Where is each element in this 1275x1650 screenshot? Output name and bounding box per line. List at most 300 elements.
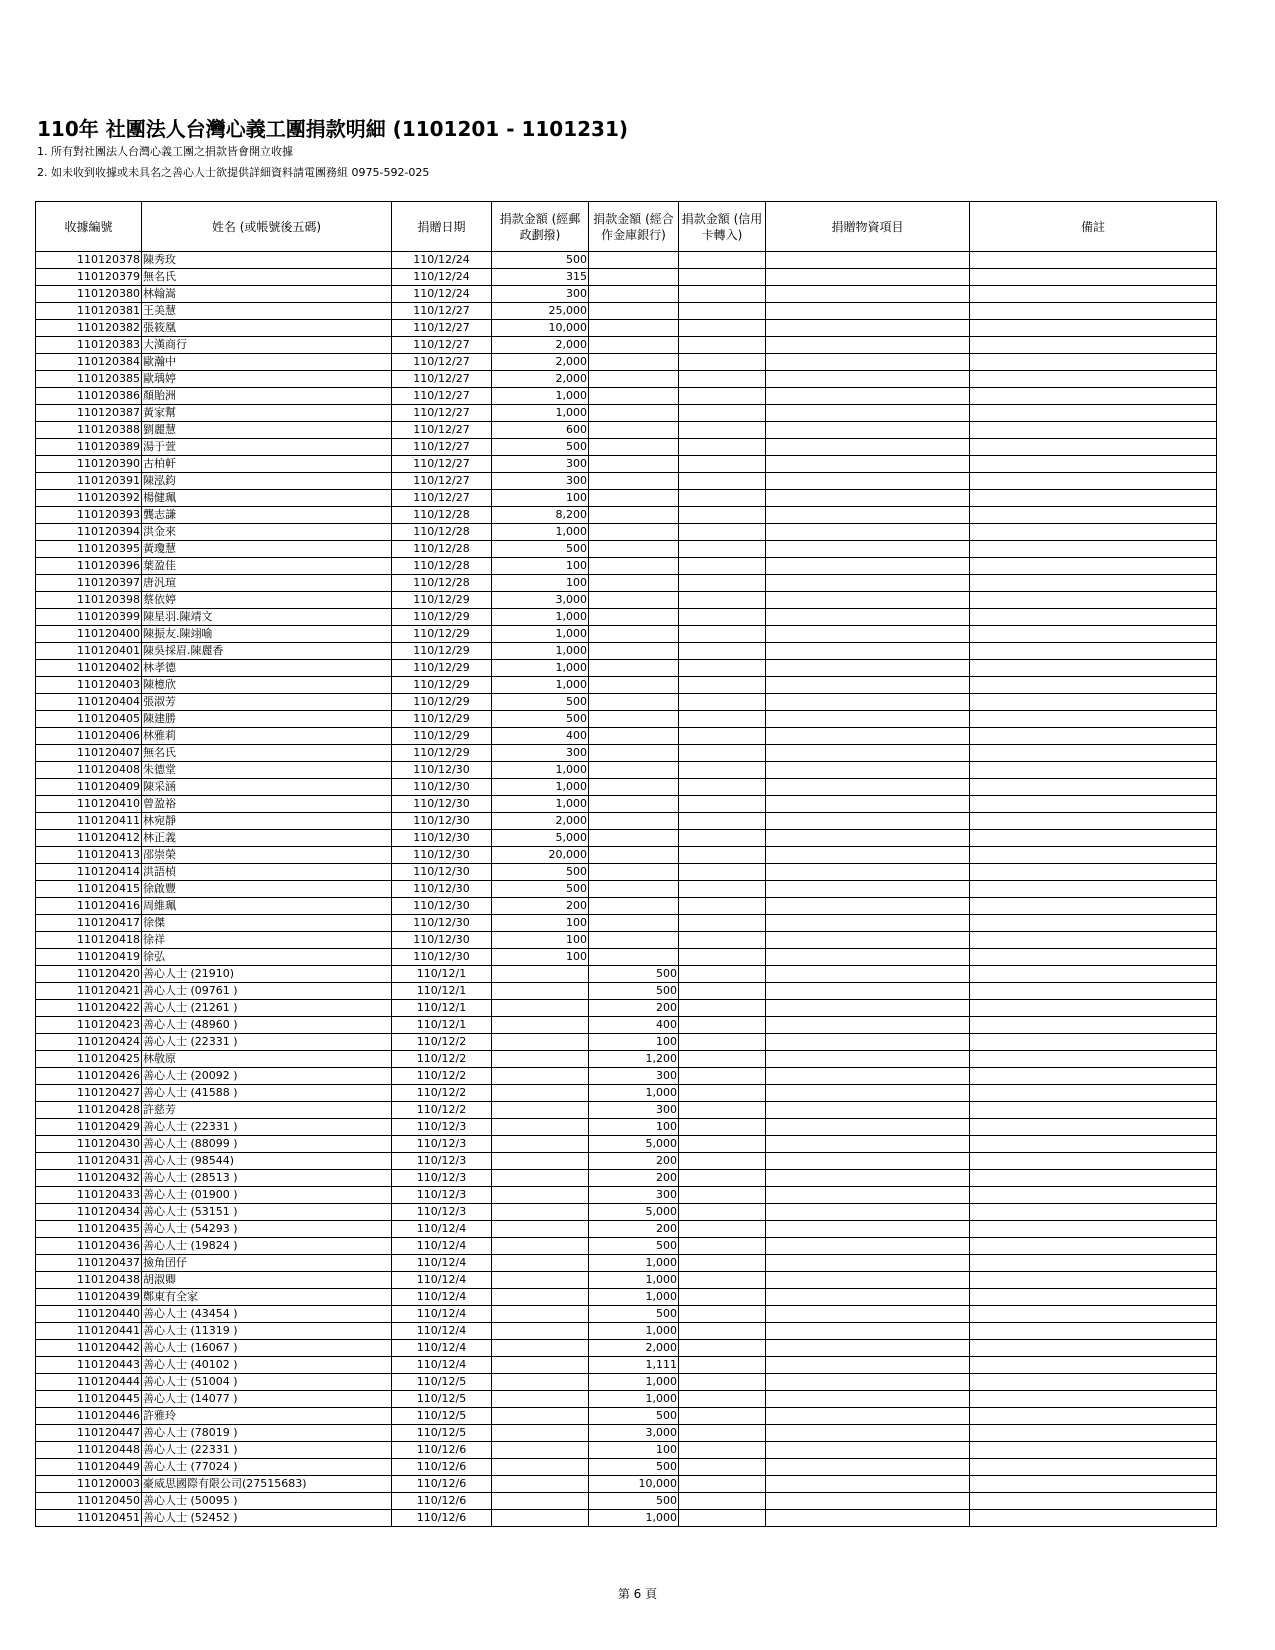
table-row [36,1510,1217,1527]
receipt-no-cell: 110120378 [36,252,142,269]
amount-postal-cell [492,966,589,983]
table-row [36,1374,1217,1391]
table-row [36,949,1217,966]
amount-card-cell [679,1425,766,1442]
amount-card-cell [679,1408,766,1425]
table-row [36,1425,1217,1442]
donor-name-cell: 善心人士 (52452 ) [142,1510,392,1527]
donation-date-cell: 110/12/5 [392,1425,492,1442]
remarks-cell [970,677,1217,694]
table-row [36,371,1217,388]
receipt-no-cell: 110120388 [36,422,142,439]
items-cell [766,337,970,354]
receipt-no-cell: 110120419 [36,949,142,966]
table-header-row [36,202,1217,252]
items-cell [766,575,970,592]
header-amount-card: 捐款金額 (信用卡轉入) [679,202,766,252]
receipt-no-cell: 110120433 [36,1187,142,1204]
donor-name-cell: 陳秀玫 [142,252,392,269]
donation-date-cell: 110/12/30 [392,762,492,779]
donor-name-cell: 徐弘 [142,949,392,966]
receipt-no-cell: 110120429 [36,1119,142,1136]
items-cell [766,1085,970,1102]
amount-card-cell [679,1238,766,1255]
amount-bank-cell [589,269,679,286]
items-cell [766,915,970,932]
table-row [36,1170,1217,1187]
donation-date-cell: 110/12/3 [392,1204,492,1221]
amount-card-cell [679,1136,766,1153]
table-row [36,337,1217,354]
table-row [36,1034,1217,1051]
amount-bank-cell [589,881,679,898]
amount-bank-cell [589,286,679,303]
table-row [36,575,1217,592]
items-cell [766,1357,970,1374]
donor-name-cell: 陳建勝 [142,711,392,728]
donation-date-cell: 110/12/27 [392,320,492,337]
table-row [36,813,1217,830]
items-cell [766,745,970,762]
donation-date-cell: 110/12/1 [392,1017,492,1034]
items-cell [766,779,970,796]
amount-bank-cell [589,626,679,643]
table-row [36,1357,1217,1374]
items-cell [766,1425,970,1442]
amount-card-cell [679,1442,766,1459]
amount-bank-cell: 5,000 [589,1136,679,1153]
table-row [36,320,1217,337]
donation-date-cell: 110/12/30 [392,779,492,796]
amount-bank-cell [589,915,679,932]
amount-bank-cell: 1,000 [589,1255,679,1272]
receipt-no-cell: 110120402 [36,660,142,677]
amount-bank-cell [589,796,679,813]
amount-card-cell [679,1119,766,1136]
amount-postal-cell: 1,000 [492,779,589,796]
table-row [36,694,1217,711]
amount-postal-cell [492,1238,589,1255]
table-row [36,558,1217,575]
remarks-cell [970,1442,1217,1459]
donor-name-cell: 唐汎瑄 [142,575,392,592]
remarks-cell [970,1051,1217,1068]
donor-name-cell: 顏貽洲 [142,388,392,405]
amount-card-cell [679,439,766,456]
remarks-cell [970,1493,1217,1510]
amount-bank-cell [589,422,679,439]
remarks-cell [970,405,1217,422]
receipt-no-cell: 110120384 [36,354,142,371]
amount-postal-cell [492,1017,589,1034]
amount-bank-cell: 10,000 [589,1476,679,1493]
items-cell [766,1000,970,1017]
donor-name-cell: 陳吳採眉.陳麗香 [142,643,392,660]
amount-bank-cell [589,660,679,677]
amount-bank-cell: 500 [589,1459,679,1476]
amount-bank-cell: 500 [589,966,679,983]
donor-name-cell: 善心人士 (09761 ) [142,983,392,1000]
donor-name-cell: 黃瓊慧 [142,541,392,558]
header-amount-postal: 捐款金額 (經郵政劃撥) [492,202,589,252]
receipt-no-cell: 110120386 [36,388,142,405]
donation-date-cell: 110/12/28 [392,558,492,575]
receipt-no-cell: 110120448 [36,1442,142,1459]
receipt-no-cell: 110120430 [36,1136,142,1153]
receipt-no-cell: 110120400 [36,626,142,643]
amount-postal-cell: 100 [492,558,589,575]
table-row [36,609,1217,626]
receipt-no-cell: 110120389 [36,439,142,456]
amount-bank-cell: 100 [589,1119,679,1136]
donation-date-cell: 110/12/5 [392,1391,492,1408]
amount-card-cell [679,1459,766,1476]
remarks-cell [970,1187,1217,1204]
remarks-cell [970,303,1217,320]
receipt-no-cell: 110120395 [36,541,142,558]
amount-card-cell [679,388,766,405]
receipt-no-cell: 110120383 [36,337,142,354]
amount-postal-cell [492,1391,589,1408]
donation-date-cell: 110/12/4 [392,1255,492,1272]
items-cell [766,847,970,864]
table-row [36,1153,1217,1170]
donor-name-cell: 陳采涵 [142,779,392,796]
remarks-cell [970,354,1217,371]
receipt-no-cell: 110120401 [36,643,142,660]
remarks-cell [970,643,1217,660]
amount-bank-cell [589,371,679,388]
receipt-no-cell: 110120426 [36,1068,142,1085]
amount-card-cell [679,303,766,320]
table-row [36,507,1217,524]
amount-bank-cell: 1,000 [589,1510,679,1527]
remarks-cell [970,388,1217,405]
page-title: 110年 社團法人台灣心義工團捐款明細 (1101201 - 1101231) [37,117,629,141]
amount-postal-cell: 1,000 [492,643,589,660]
items-cell [766,473,970,490]
amount-bank-cell: 1,000 [589,1391,679,1408]
items-cell [766,677,970,694]
amount-postal-cell [492,1000,589,1017]
amount-postal-cell: 5,000 [492,830,589,847]
amount-card-cell [679,541,766,558]
donor-name-cell: 善心人士 (01900 ) [142,1187,392,1204]
amount-bank-cell: 300 [589,1187,679,1204]
amount-card-cell [679,847,766,864]
amount-postal-cell: 300 [492,286,589,303]
amount-card-cell [679,558,766,575]
table-row [36,1238,1217,1255]
amount-postal-cell: 100 [492,932,589,949]
amount-bank-cell [589,388,679,405]
donor-name-cell: 龔志謙 [142,507,392,524]
donation-date-cell: 110/12/4 [392,1272,492,1289]
remarks-cell [970,660,1217,677]
items-cell [766,1323,970,1340]
amount-bank-cell [589,575,679,592]
donation-date-cell: 110/12/27 [392,473,492,490]
remarks-cell [970,1255,1217,1272]
items-cell [766,864,970,881]
amount-card-cell [679,779,766,796]
donation-date-cell: 110/12/27 [392,337,492,354]
amount-card-cell [679,694,766,711]
donation-date-cell: 110/12/3 [392,1136,492,1153]
amount-postal-cell [492,983,589,1000]
donor-name-cell: 善心人士 (43454 ) [142,1306,392,1323]
table-row [36,1068,1217,1085]
amount-card-cell [679,371,766,388]
remarks-cell [970,1102,1217,1119]
table-row [36,1136,1217,1153]
amount-postal-cell: 315 [492,269,589,286]
items-cell [766,405,970,422]
remarks-cell [970,830,1217,847]
amount-card-cell [679,252,766,269]
table-row [36,864,1217,881]
amount-postal-cell: 500 [492,864,589,881]
donation-date-cell: 110/12/27 [392,490,492,507]
amount-postal-cell [492,1051,589,1068]
receipt-no-cell: 110120425 [36,1051,142,1068]
remarks-cell [970,1272,1217,1289]
items-cell [766,422,970,439]
donor-name-cell: 善心人士 (22331 ) [142,1034,392,1051]
donor-name-cell: 林敬原 [142,1051,392,1068]
items-cell [766,371,970,388]
items-cell [766,694,970,711]
items-cell [766,1340,970,1357]
receipt-no-cell: 110120434 [36,1204,142,1221]
donor-name-cell: 善心人士 (51004 ) [142,1374,392,1391]
remarks-cell [970,1085,1217,1102]
amount-postal-cell: 500 [492,711,589,728]
donation-date-cell: 110/12/29 [392,592,492,609]
receipt-no-cell: 110120393 [36,507,142,524]
amount-postal-cell [492,1425,589,1442]
table-row [36,1391,1217,1408]
remarks-cell [970,320,1217,337]
items-cell [766,1391,970,1408]
donor-name-cell: 善心人士 (21261 ) [142,1000,392,1017]
donation-date-cell: 110/12/30 [392,932,492,949]
donor-name-cell: 林雅莉 [142,728,392,745]
receipt-no-cell: 110120421 [36,983,142,1000]
remarks-cell [970,711,1217,728]
table-row [36,1187,1217,1204]
donation-date-cell: 110/12/30 [392,830,492,847]
receipt-no-cell: 110120411 [36,813,142,830]
amount-postal-cell [492,1034,589,1051]
table-row [36,303,1217,320]
amount-card-cell [679,1323,766,1340]
donation-date-cell: 110/12/2 [392,1102,492,1119]
amount-card-cell [679,1306,766,1323]
receipt-no-cell: 110120398 [36,592,142,609]
amount-card-cell [679,269,766,286]
donor-name-cell: 善心人士 (48960 ) [142,1017,392,1034]
amount-card-cell [679,473,766,490]
donor-name-cell: 葉盈佳 [142,558,392,575]
amount-postal-cell: 3,000 [492,592,589,609]
amount-bank-cell [589,694,679,711]
amount-bank-cell [589,745,679,762]
items-cell [766,354,970,371]
remarks-cell [970,694,1217,711]
donor-name-cell: 善心人士 (22331 ) [142,1119,392,1136]
amount-card-cell [679,1017,766,1034]
receipt-no-cell: 110120407 [36,745,142,762]
receipt-no-cell: 110120435 [36,1221,142,1238]
donor-name-cell: 善心人士 (53151 ) [142,1204,392,1221]
amount-bank-cell [589,592,679,609]
donation-date-cell: 110/12/29 [392,694,492,711]
table-row [36,422,1217,439]
donation-date-cell: 110/12/29 [392,660,492,677]
items-cell [766,1408,970,1425]
receipt-no-cell: 110120451 [36,1510,142,1527]
amount-card-cell [679,524,766,541]
donor-name-cell: 善心人士 (19824 ) [142,1238,392,1255]
table-row [36,932,1217,949]
remarks-cell [970,1425,1217,1442]
items-cell [766,1119,970,1136]
donation-date-cell: 110/12/4 [392,1357,492,1374]
table-row [36,711,1217,728]
donor-name-cell: 善心人士 (11319 ) [142,1323,392,1340]
table-row [36,1442,1217,1459]
donor-name-cell: 無名氏 [142,269,392,286]
remarks-cell [970,1306,1217,1323]
amount-postal-cell: 600 [492,422,589,439]
donation-date-cell: 110/12/6 [392,1459,492,1476]
amount-card-cell [679,422,766,439]
donation-date-cell: 110/12/2 [392,1051,492,1068]
donor-name-cell: 善心人士 (54293 ) [142,1221,392,1238]
receipt-no-cell: 110120415 [36,881,142,898]
remarks-cell [970,1000,1217,1017]
donor-name-cell: 徐啟豐 [142,881,392,898]
donor-name-cell: 善心人士 (77024 ) [142,1459,392,1476]
amount-card-cell [679,1391,766,1408]
donation-date-cell: 110/12/3 [392,1170,492,1187]
amount-card-cell [679,745,766,762]
remarks-cell [970,1510,1217,1527]
donor-name-cell: 林正義 [142,830,392,847]
amount-postal-cell [492,1119,589,1136]
donation-date-cell: 110/12/27 [392,439,492,456]
amount-bank-cell [589,320,679,337]
remarks-cell [970,779,1217,796]
receipt-no-cell: 110120416 [36,898,142,915]
donor-name-cell: 黃家幫 [142,405,392,422]
remarks-cell [970,1391,1217,1408]
remarks-cell [970,847,1217,864]
table-row [36,286,1217,303]
donation-date-cell: 110/12/29 [392,745,492,762]
amount-card-cell [679,405,766,422]
donation-date-cell: 110/12/5 [392,1408,492,1425]
remarks-cell [970,1340,1217,1357]
remarks-cell [970,949,1217,966]
amount-bank-cell: 300 [589,1102,679,1119]
remarks-cell [970,1238,1217,1255]
table-row [36,354,1217,371]
table-row [36,1459,1217,1476]
receipt-no-cell: 110120450 [36,1493,142,1510]
amount-card-cell [679,1272,766,1289]
remarks-cell [970,337,1217,354]
table-row [36,252,1217,269]
donation-date-cell: 110/12/29 [392,728,492,745]
receipt-no-cell: 110120418 [36,932,142,949]
items-cell [766,320,970,337]
items-cell [766,541,970,558]
items-cell [766,1255,970,1272]
amount-bank-cell [589,354,679,371]
donor-name-cell: 歐瑀婷 [142,371,392,388]
header-amount-bank: 捐款金額 (經合作金庫銀行) [589,202,679,252]
amount-postal-cell: 500 [492,252,589,269]
amount-card-cell [679,1493,766,1510]
donation-date-cell: 110/12/28 [392,524,492,541]
amount-postal-cell: 2,000 [492,337,589,354]
table-row [36,626,1217,643]
table-row [36,1000,1217,1017]
donation-date-cell: 110/12/4 [392,1289,492,1306]
table-row [36,796,1217,813]
table-row [36,405,1217,422]
amount-bank-cell: 500 [589,983,679,1000]
receipt-no-cell: 110120446 [36,1408,142,1425]
amount-card-cell [679,1357,766,1374]
amount-bank-cell [589,711,679,728]
remarks-cell [970,490,1217,507]
remarks-cell [970,541,1217,558]
amount-bank-cell [589,252,679,269]
items-cell [766,1187,970,1204]
table-row [36,1255,1217,1272]
amount-bank-cell [589,473,679,490]
items-cell [766,660,970,677]
donor-name-cell: 蔡依婷 [142,592,392,609]
table-row [36,1051,1217,1068]
amount-bank-cell [589,779,679,796]
table-row [36,1221,1217,1238]
amount-bank-cell: 500 [589,1306,679,1323]
amount-bank-cell: 100 [589,1442,679,1459]
table-row [36,983,1217,1000]
amount-card-cell [679,949,766,966]
table-row [36,1119,1217,1136]
donation-date-cell: 110/12/4 [392,1323,492,1340]
amount-postal-cell: 8,200 [492,507,589,524]
remarks-cell [970,1068,1217,1085]
items-cell [766,966,970,983]
items-cell [766,490,970,507]
amount-card-cell [679,1051,766,1068]
receipt-no-cell: 110120382 [36,320,142,337]
table-row [36,779,1217,796]
donation-date-cell: 110/12/6 [392,1476,492,1493]
table-row [36,1102,1217,1119]
donation-date-cell: 110/12/27 [392,303,492,320]
remarks-cell [970,1323,1217,1340]
donation-date-cell: 110/12/4 [392,1340,492,1357]
receipt-no-cell: 110120422 [36,1000,142,1017]
donor-name-cell: 張筱凰 [142,320,392,337]
